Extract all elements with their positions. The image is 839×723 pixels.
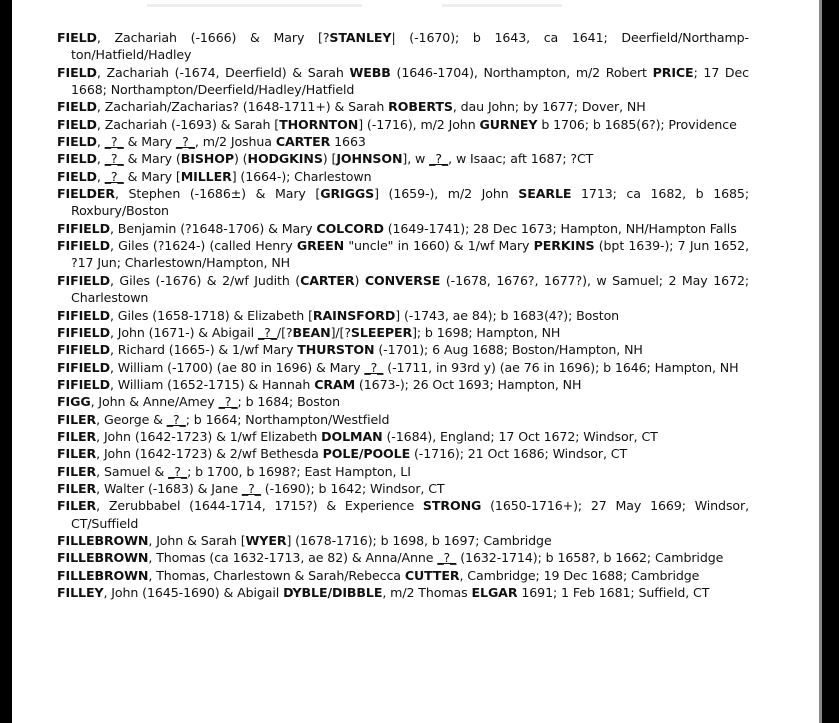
list-item: FILER, John (1642-1723) & 1/wf Elizabeth DOLMAN (-1684), England; 17 Oct 1672; Windsor, CT: [57, 428, 658, 444]
entry-text: Zachariah (-1693) & Sarah [THORNTON] (-1716), m/2 John GURNEY b 1706; b 1685(6?); Providence: [104, 116, 737, 132]
entry-surname: FIFIELD: [57, 220, 110, 236]
entry-text: Thomas, Charlestown & Sarah/Rebecca CUTTER, Cambridge; 19 Dec 1688; Cambridge: [156, 567, 700, 583]
entry-text: John (1642-1723) & 2/wf Bethesda POLE/POOLE (-1716); 21 Oct 1686; Windsor, CT: [103, 446, 628, 462]
entry-text: George & _?_; b 1664; Northampton/Westfield: [103, 411, 390, 427]
entry-surname: FILLEBROWN: [57, 550, 149, 566]
entry-surname: FILER: [57, 463, 97, 479]
list-item: FILLEY, John (1645-1690) & Abigail DYBLE/DIBBLE, m/2 Thomas ELGAR 1691; 1 Feb 1681; Suffield, CT: [57, 585, 710, 600]
entry-text: John (1642-1723) & 1/wf Elizabeth DOLMAN (-1684), England; 17 Oct 1672; Windsor, CT: [103, 428, 658, 444]
entry-surname: FILER: [57, 428, 97, 444]
list-item: FILER, Samuel & _?_; b 1700, b 1698?; East Hampton, LI: [57, 463, 411, 479]
entry-text: William (1652-1715) & Hannah CRAM (1673-); 26 Oct 1693; Hampton, NH: [117, 376, 582, 392]
entry-surname: FIELD: [57, 64, 97, 80]
entry-text: Zachariah (-1666) & Mary [?STANLEY| (-1670); b 1643, ca 1641; Deerfield/Northamp-ton/Hatfield/Hadley: [71, 30, 749, 63]
entry-text: Zachariah (-1674, Deerfield) & Sarah WEBB (1646-1704), Northampton, m/2 Robert PRICE; 17 Dec 1668; Northampton/Deerfield/Hadley/Hatfield: [71, 64, 749, 98]
list-item: FILLEBROWN, Thomas (ca 1632-1713, ae 82) & Anna/Anne _?_ (1632-1714); b 1658?, b 1662; Cambridge: [57, 550, 724, 566]
entry-text: Thomas (ca 1632-1713, ae 82) & Anna/Anne _?_ (1632-1714); b 1658?, b 1662; Cambridge: [156, 550, 724, 566]
entry-surname: FIELD: [57, 30, 97, 45]
entry-text: Walter (-1683) & Jane _?_ (-1690); b 1642; Windsor, CT: [103, 480, 445, 496]
list-item: FIFIELD, Giles (-1676) & 2/wf Judith (CARTER) CONVERSE (-1678, 1676?, 1677?), w Samuel; 2 May 1672; Charlestown: [57, 272, 749, 306]
list-item: FIELD, Zachariah (-1693) & Sarah [THORNTON] (-1716), m/2 John GURNEY b 1706; b 1685(6?); Providence: [57, 116, 737, 132]
document-page: [12, 0, 819, 723]
list-item: FIFIELD, Benjamin (?1648-1706) & Mary COLCORD (1649-1741); 28 Dec 1673; Hampton, NH/Hampton Falls: [57, 220, 737, 236]
entry-text: _?_ & Mary [MILLER] (1664-); Charlestown: [104, 168, 372, 184]
entry-surname: FIELD: [57, 134, 97, 150]
list-item: FIELD, Zachariah (-1674, Deerfield) & Sarah WEBB (1646-1704), Northampton, m/2 Robert PRICE; 17 Dec 1668; Northampton/Deerfield/Hadley/Hatfield: [57, 64, 749, 98]
entry-surname: FILLEBROWN: [57, 567, 149, 583]
entry-surname: FIELD: [57, 151, 97, 167]
entry-surname: FIELDER: [57, 186, 115, 202]
list-item: FIFIELD, Richard (1665-) & 1/wf Mary THURSTON (-1701); 6 Aug 1688; Boston/Hampton, NH: [57, 342, 643, 358]
entry-surname: FIELD: [57, 168, 97, 184]
entry-surname: FILER: [57, 446, 97, 462]
list-item: FIFIELD, John (1671-) & Abigail _?_/[?BEAN]/[?SLEEPER]; b 1698; Hampton, NH: [57, 324, 561, 340]
entry-surname: FIGG: [57, 394, 91, 410]
page-header-remnant: [147, 4, 362, 7]
entry-text: John & Anne/Amey _?_; b 1684; Boston: [98, 394, 341, 410]
list-item: FIFIELD, Giles (1658-1718) & Elizabeth [RAINSFORD] (-1743, ae 84); b 1683(4?); Boston: [57, 307, 620, 323]
entry-surname: FIFIELD: [57, 376, 110, 392]
list-item: FIELD, Zachariah/Zacharias? (1648-1711+) & Sarah ROBERTS, dau John; by 1677; Dover, NH: [57, 99, 646, 115]
entry-surname: FIFIELD: [57, 272, 110, 288]
list-item: FILLEBROWN, Thomas, Charlestown & Sarah/Rebecca CUTTER, Cambridge; 19 Dec 1688; Cambridge: [57, 567, 700, 583]
entry-text: _?_ & Mary (BISHOP) (HODGKINS) [JOHNSON], w _?_, w Isaac; aft 1687; ?CT: [104, 151, 594, 167]
entry-surname: FILER: [57, 411, 97, 427]
entry-list: [57, 29, 749, 601]
list-item: FILLEBROWN, John & Sarah [WYER] (1678-1716); b 1698, b 1697; Cambridge: [57, 532, 552, 548]
entry-surname: FIFIELD: [57, 359, 110, 375]
entry-text: John (1645-1690) & Abigail DYBLE/DIBBLE, m/2 Thomas ELGAR 1691; 1 Feb 1681; Suffield, CT: [111, 585, 710, 600]
entry-surname: FILLEBROWN: [57, 532, 149, 548]
entry-text: William (-1700) (ae 80 in 1696) & Mary _?_ (-1711, in 93rd y) (ae 76 in 1696); b 1646; Hampton, NH: [117, 359, 739, 375]
list-item: FIELD, Zachariah (-1666) & Mary [?STANLEY| (-1670); b 1643, ca 1641; Deerfield/Northamp-ton/Hatfield/Hadley: [57, 30, 749, 63]
list-item: FILER, George & _?_; b 1664; Northampton/Westfield: [57, 411, 390, 427]
entry-text: Benjamin (?1648-1706) & Mary COLCORD (1649-1741); 28 Dec 1673; Hampton, NH/Hampton Falls: [117, 220, 737, 236]
entry-surname: FIFIELD: [57, 238, 110, 254]
page-edge: [819, 0, 822, 723]
entry-text: Stephen (-1686±) & Mary [GRIGGS] (1659-), m/2 John SEARLE 1713; ca 1682, b 1685; Roxbury/Boston: [71, 186, 749, 219]
entry-text: Giles (1658-1718) & Elizabeth [RAINSFORD] (-1743, ae 84); b 1683(4?); Boston: [117, 307, 620, 323]
entry-text: Richard (1665-) & 1/wf Mary THURSTON (-1701); 6 Aug 1688; Boston/Hampton, NH: [117, 342, 643, 358]
list-item: FIFIELD, Giles (?1624-) (called Henry GREEN "uncle" in 1660) & 1/wf Mary PERKINS (bpt 1639-); 7 Jun 1652, ?17 Jun; Charlestown/Hampton, NH: [57, 238, 749, 271]
entry-surname: FIFIELD: [57, 324, 110, 340]
entry-text: Zerubbabel (1644-1714, 1715?) & Experience STRONG (1650-1716+); 27 May 1669; Windsor, CT/Suffield: [71, 498, 749, 531]
list-item: FIFIELD, William (-1700) (ae 80 in 1696) & Mary _?_ (-1711, in 93rd y) (ae 76 in 1696); b 1646; Hampton, NH: [57, 359, 739, 375]
entry-text: Samuel & _?_; b 1700, b 1698?; East Hampton, LI: [103, 463, 411, 479]
list-item: FIFIELD, William (1652-1715) & Hannah CRAM (1673-); 26 Oct 1693; Hampton, NH: [57, 376, 582, 392]
list-item: FILER, Zerubbabel (1644-1714, 1715?) & Experience STRONG (1650-1716+); 27 May 1669; Windsor, CT/Suffield: [57, 498, 749, 531]
entry-surname: FILER: [57, 480, 97, 496]
entry-text: John (1671-) & Abigail _?_/[?BEAN]/[?SLEEPER]; b 1698; Hampton, NH: [117, 324, 561, 340]
list-item: FILER, John (1642-1723) & 2/wf Bethesda POLE/POOLE (-1716); 21 Oct 1686; Windsor, CT: [57, 446, 628, 462]
page-header-remnant: [442, 4, 562, 7]
entry-surname: FILER: [57, 498, 97, 514]
entry-surname: FIFIELD: [57, 307, 110, 323]
entry-surname: FIELD: [57, 116, 97, 132]
entry-text: John & Sarah [WYER] (1678-1716); b 1698, b 1697; Cambridge: [156, 532, 552, 548]
entry-surname: FIFIELD: [57, 342, 110, 358]
entry-surname: FILLEY: [57, 585, 104, 600]
list-item: FIELD, _?_ & Mary _?_, m/2 Joshua CARTER 1663: [57, 134, 366, 150]
list-item: FILER, Walter (-1683) & Jane _?_ (-1690); b 1642; Windsor, CT: [57, 480, 445, 496]
entry-text: Zachariah/Zacharias? (1648-1711+) & Sarah ROBERTS, dau John; by 1677; Dover, NH: [104, 99, 646, 115]
list-item: FIELDER, Stephen (-1686±) & Mary [GRIGGS] (1659-), m/2 John SEARLE 1713; ca 1682, b 1685; Roxbury/Boston: [57, 186, 749, 219]
list-item: FIELD, _?_ & Mary (BISHOP) (HODGKINS) [JOHNSON], w _?_, w Isaac; aft 1687; ?CT: [57, 151, 594, 167]
entry-text: Giles (?1624-) (called Henry GREEN "uncle" in 1660) & 1/wf Mary PERKINS (bpt 1639-); 7 Jun 1652, ?17 Jun; Charlestown/Hampton, NH: [71, 238, 749, 271]
entry-surname: FIELD: [57, 99, 97, 115]
entry-text: _?_ & Mary _?_, m/2 Joshua CARTER 1663: [104, 134, 366, 150]
entry-text: Giles (-1676) & 2/wf Judith (CARTER) CONVERSE (-1678, 1676?, 1677?), w Samuel; 2 May 1672; Charlestown: [71, 272, 749, 306]
list-item: FIGG, John & Anne/Amey _?_; b 1684; Boston: [57, 394, 341, 410]
list-item: FIELD, _?_ & Mary [MILLER] (1664-); Charlestown: [57, 168, 372, 184]
